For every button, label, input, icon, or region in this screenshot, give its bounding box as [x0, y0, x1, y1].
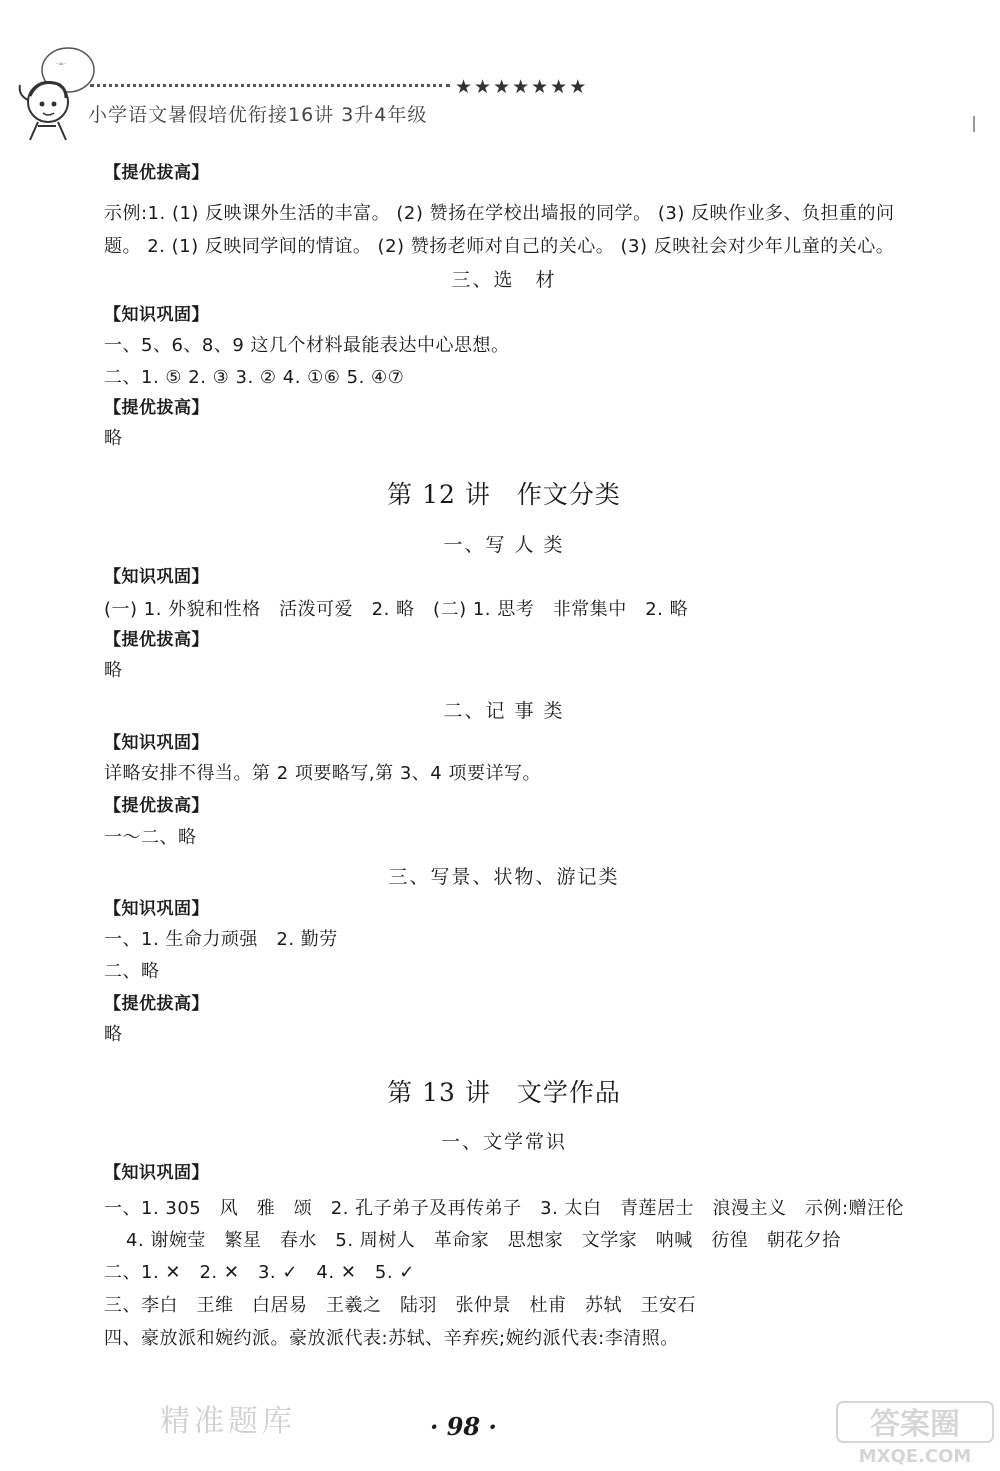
label-tiyou: 【提优拔高】 — [104, 994, 209, 1014]
answer-line: 二、1. ✕ 2. ✕ 3. ✓ 4. ✕ 5. ✓ — [104, 1262, 415, 1283]
watermark-bottom-text: MXQE.COM — [858, 1446, 972, 1467]
answer-line: (一) 1. 外貌和性格 活泼可爱 2. 略 (二) 1. 思考 非常集中 2. 略 — [104, 599, 689, 620]
page-header — [0, 0, 1000, 150]
answer-line: 一～二、略 — [104, 827, 197, 848]
answer-line: 一、1. 305 风 雅 颂 2. 孔子弟子及再传弟子 3. 太白 青莲居士 浪漫主义 示例:赠汪伦 — [104, 1198, 905, 1219]
answer-line: 四、豪放派和婉约派。豪放派代表:苏轼、辛弃疾;婉约派代表:李清照。 — [104, 1328, 679, 1349]
header-dotted-rule — [90, 84, 450, 87]
section-heading: 一、文学常识 — [440, 1131, 567, 1153]
label-zhishi: 【知识巩固】 — [104, 1163, 209, 1183]
answer-line: 4. 谢婉莹 繁星 春水 5. 周树人 革命家 思想家 文学家 呐喊 彷徨 朝花夕拾 — [126, 1230, 841, 1251]
answer-line: 三、李白 王维 白居易 王羲之 陆羽 张仲景 杜甫 苏轼 王安石 — [104, 1295, 696, 1316]
section-heading: 一、写 人 类 — [443, 534, 565, 556]
label-tiyou: 【提优拔高】 — [104, 796, 209, 816]
answer-line: 二、1. ⑤ 2. ③ 3. ② 4. ①⑥ 5. ④⑦ — [104, 367, 405, 388]
answer-line: 一、1. 生命力顽强 2. 勤劳 — [104, 929, 338, 950]
section-heading: 二、记 事 类 — [443, 700, 565, 722]
cartoon-kid-icon — [8, 40, 118, 145]
page-number: · 98 · — [430, 1412, 497, 1441]
svg-text:·∞·: ·∞· — [56, 60, 67, 68]
faint-stamp-text: 精准题库 — [160, 1404, 296, 1439]
edge-mark — [973, 116, 975, 132]
chapter-title: 第 12 讲 作文分类 — [387, 480, 621, 509]
header-stars: ★★★★★★★ — [455, 76, 589, 98]
label-zhishi: 【知识巩固】 — [104, 899, 209, 919]
label-zhishi: 【知识巩固】 — [104, 567, 209, 587]
label-zhishi: 【知识巩固】 — [104, 305, 209, 325]
section-heading: 三、写景、状物、游记类 — [388, 866, 620, 888]
label-tiyou: 【提优拔高】 — [104, 398, 209, 418]
answer-line: 详略安排不得当。第 2 项要略写,第 3、4 项要详写。 — [104, 763, 541, 784]
site-watermark-logo — [835, 1398, 995, 1468]
watermark-top-text: 答案圈 — [870, 1407, 960, 1442]
answer-line: 略 — [104, 660, 123, 681]
answer-line: 略 — [104, 428, 123, 449]
answer-line: 题。 2. (1) 反映同学间的情谊。 (2) 赞扬老师对自己的关心。 (3) 反映社会对少年儿童的关心。 — [104, 236, 895, 257]
answer-line: 一、5、6、8、9 这几个材料最能表达中心思想。 — [104, 335, 510, 356]
label-tiyou: 【提优拔高】 — [104, 630, 209, 650]
label-zhishi: 【知识巩固】 — [104, 733, 209, 753]
answer-line: 示例:1. (1) 反映课外生活的丰富。 (2) 赞扬在学校出墙报的同学。 (3) 反映作业多、负担重的问 — [104, 203, 895, 224]
answer-line: 二、略 — [104, 961, 160, 982]
chapter-title: 第 13 讲 文学作品 — [387, 1078, 621, 1107]
book-title: 小学语文暑假培优衔接16讲 3升4年级 — [88, 104, 428, 126]
label-tiyou: 【提优拔高】 — [104, 163, 209, 183]
answer-line: 略 — [104, 1024, 123, 1045]
section-heading: 三、选 材 — [451, 269, 557, 291]
